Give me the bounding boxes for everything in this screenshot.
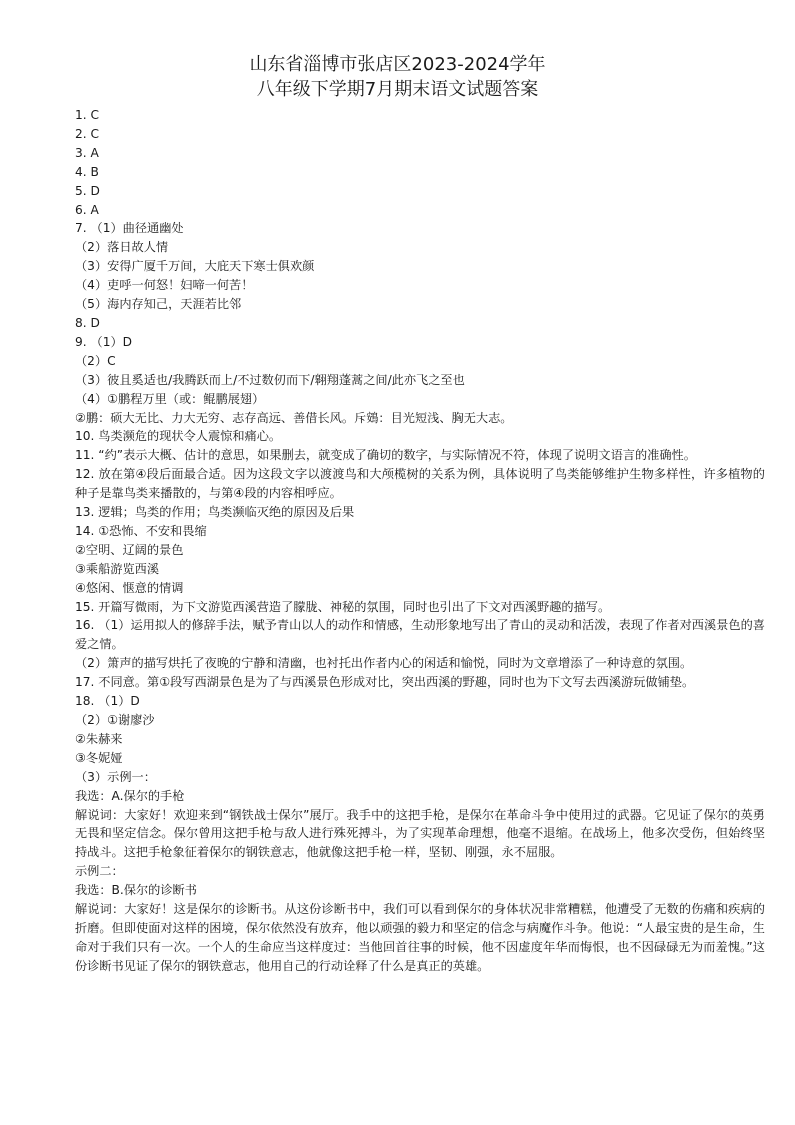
title-line-1: 山东省淄博市张店区2023-2024学年 [249, 54, 546, 75]
answer-line: 解说词：大家好！这是保尔的诊断书。从这份诊断书中，我们可以看到保尔的身体状况非常糟糕，他遭受了无数的伤痛和疾病的折磨。但即使面对这样的困境，保尔依然没有放弃，他以顽强的毅力和坚定的信念与病魔作斗争。他说：“人最宝贵的是生命，生命对于我们只有一次。一个人的生命应当这样度过：当他回首往事的时候，他不因虚度年华而悔恨，也不因碌碌无为而羞愧。”这份诊断书见证了保尔的钢铁意志，他用自己的行动诠释了什么是真正的英雄。 [75, 902, 765, 973]
answer-line: ②空明、辽阔的景色 [75, 542, 184, 557]
answer-line: （2）箫声的描写烘托了夜晚的宁静和清幽，也衬托出作者内心的闲适和愉悦，同时为文章增添了一种诗意的氛围。 [75, 656, 693, 671]
answer-line: 1. C [75, 108, 100, 122]
answer-line: 3. A [75, 145, 99, 160]
answer-line: 7. （1）曲径通幽处 [75, 221, 184, 236]
answer-line: （2）落日故人情 [75, 240, 169, 255]
answer-line: 5. D [75, 183, 100, 198]
answer-line: （4）吏呼一何怒！妇啼一何苦！ [75, 278, 254, 293]
answer-line: 10. 鸟类濒危的现状令人震惊和痛心。 [75, 429, 282, 444]
answer-line: （2）C [75, 353, 116, 368]
answer-line: （2）①谢廖沙 [75, 713, 155, 727]
answer-line: 16. （1）运用拟人的修辞手法，赋予青山以人的动作和情感，生动形象地写出了青山的灵动和活泼，表现了作者对西溪景色的喜爱之情。 [75, 618, 765, 652]
answer-line: （3）示例一： [75, 769, 156, 784]
answer-line: 4. B [75, 164, 99, 179]
answer-line: 我选：B.保尔的诊断书 [75, 883, 197, 898]
answer-line: 14. ①恐怖、不安和畏缩 [75, 523, 207, 538]
answer-line: 15. 开篇写微雨，为下文游览西溪营造了朦胧、神秘的氛围，同时也引出了下文对西溪野趣的描写。 [75, 599, 611, 614]
answer-line: ③乘船游览西溪 [75, 561, 160, 576]
answer-line: ②朱赫来 [75, 731, 123, 746]
answer-line: 2. C [75, 126, 100, 141]
answer-line: 17. 不同意。第①段写西湖景色是为了与西溪景色形成对比，突出西溪的野趣，同时也为下文写去西溪游玩做铺垫。 [75, 675, 695, 690]
answer-line: （5）海内存知己，天涯若比邻 [75, 297, 242, 312]
title-line-2: 八年级下学期7月期末语文试题答案 [256, 79, 539, 100]
answer-line: 6. A [75, 202, 99, 217]
answer-line: 11. “约”表示大概、估计的意思，如果删去，就变成了确切的数字，与实际情况不符，体现了说明文语言的准确性。 [75, 448, 696, 463]
answer-list [75, 106, 765, 976]
answer-line: （4）①鹏程万里（或：鲲鹏展翅） [75, 391, 265, 406]
answer-line: 我选：A.保尔的手枪 [75, 788, 185, 803]
answer-line: 解说词：大家好！欢迎来到“钢铁战士保尔”展厅。我手中的这把手枪，是保尔在革命斗争中使用过的武器。它见证了保尔的英勇无畏和坚定信念。保尔曾用这把手枪与敌人进行殊死搏斗，为了实现革命理想，他毫不退缩。在战场上，他多次受伤，但始终坚持战斗。这把手枪象征着保尔的钢铁意志，他就像这把手枪一样，坚韧、刚强，永不屈服。 [75, 807, 765, 860]
answer-line: （3）彼且奚适也/我腾跃而上/不过数仞而下/翱翔蓬蒿之间/此亦飞之至也 [75, 372, 465, 387]
answer-line: 9. （1）D [75, 334, 133, 349]
answer-line: 18. （1）D [75, 694, 140, 709]
answer-line: 示例二： [75, 864, 124, 879]
answer-line: 8. D [75, 315, 100, 330]
answer-line: 12. 放在第④段后面最合适。因为这段文字以渡渡鸟和大颅榄树的关系为例，具体说明了鸟类能够维护生物多样性，许多植物的种子是靠鸟类来播散的，与第④段的内容相呼应。 [75, 467, 765, 501]
answer-line: ③冬妮娅 [75, 750, 123, 765]
answer-line: ④悠闲、惬意的情调 [75, 580, 184, 595]
answer-line: 13. 逻辑；鸟类的作用；鸟类濒临灭绝的原因及后果 [75, 505, 355, 520]
answer-line: ②鹏：硕大无比、力大无穷、志存高远、善借长风。斥鴳：目光短浅、胸无大志。 [75, 410, 513, 425]
answer-line: （3）安得广厦千万间，大庇天下寒士俱欢颜 [75, 259, 315, 274]
